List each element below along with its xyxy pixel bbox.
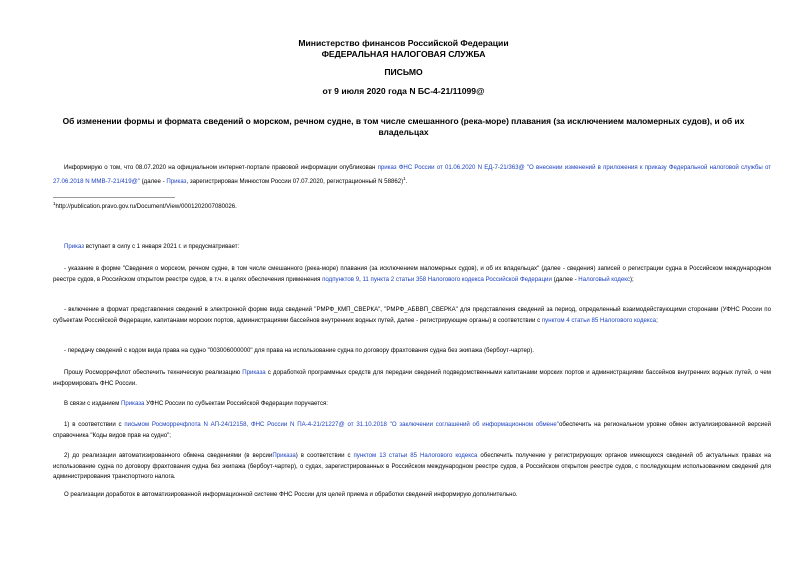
paragraph-intro	[53, 163, 771, 187]
link-tax-code-art-85-p4[interactable]: пунктом 4 статьи 85 Налогового кодекса	[541, 316, 657, 324]
text-segment: , зарегистрирован Минюстом России 07.07.2020, регистрационный N 58862)	[186, 177, 404, 185]
paragraph-closing	[53, 490, 771, 501]
text-segment: 1) в соответствии с	[64, 421, 125, 428]
footnote-text: http://publication.pravo.gov.ru/Document/View/0001202007080026.	[55, 203, 237, 211]
link-tax-code[interactable]: Налоговый кодекс	[578, 275, 631, 283]
paragraph-effective	[53, 242, 771, 253]
text-segment: ,	[359, 275, 363, 283]
text-segment: ;	[656, 316, 658, 324]
text-segment: В связи с изданием	[64, 400, 121, 407]
footnote-ref: 1	[403, 175, 406, 181]
link-tax-code-art-358[interactable]: 11 пункта 2 статьи 358 Налогового кодекса Российской Федерации	[362, 275, 552, 283]
document-title: Об изменении формы и формата сведений о морском, речном судне, в том числе смешанного (река-море) плавания (за исключением маломерных судов), и об их владельцах	[62, 116, 745, 137]
paragraph-item-code	[53, 346, 771, 357]
text-segment: );	[630, 275, 634, 283]
link-order-ed-7-21-363[interactable]: приказ ФНС России от 01.06.2020 N ЕД-7-21/363@ "О внесении изменений в приложения к приказу Федеральной налоговой службы от 27.06.2018 N ММВ-7-21/419@"	[53, 164, 771, 185]
text-segment: 2) до реализации автоматизированного обмена сведениями (в версии	[64, 452, 273, 459]
ministry-name: Министерство финансов Российской Федерации	[298, 38, 509, 48]
text-segment: - передачу сведений с кодом вида права на судно "003006000000" для права на использование судна по договору фрахтования судна без экипажа (бербоут-чартер).	[64, 347, 534, 354]
paragraph-item-format	[53, 305, 771, 326]
service-name: ФЕДЕРАЛЬНАЯ НАЛОГОВАЯ СЛУЖБА	[321, 49, 486, 59]
text-segment: О реализации доработок в автоматизированной информационной системе ФНС России для целей приема и обработки сведений информирую дополнительно.	[64, 491, 518, 498]
text-segment: - указание в форме "Сведения о морском, речном судне, в том числе смешанного (река-море) плавания (за исключением маломерных судов), и об их владельцах" (далее - сведения) записей о регистрации судна в Российском международном реестре судов, в Российском открытом реестре судов, в т.ч. в целях обеспечения применения	[53, 265, 771, 283]
text-segment: (далее -	[139, 177, 167, 185]
paragraph-item-registry	[53, 264, 771, 285]
text-segment: (далее -	[551, 275, 579, 283]
link-order[interactable]: Приказа	[272, 452, 296, 459]
link-subparagraph-9[interactable]: подпунктов 9	[322, 275, 360, 283]
paragraph-instruction-2	[53, 451, 771, 483]
link-letter-ap-24-12158[interactable]: письмом Росморречфлота N АП-24/12158, ФНС России N ПА-4-21/21227@ от 31.10.2018 "О заключении соглашений об информационном обмене"	[124, 421, 559, 428]
text-segment: с доработкой программных средств для передачи сведений подведомственными капитанами морских портов и администрациями бассейнов внутренних водных путей, о чем информировать ФНС России.	[53, 369, 771, 387]
link-order[interactable]: Приказа	[120, 400, 145, 407]
link-order[interactable]: Приказа	[242, 369, 266, 376]
link-tax-code-art-85-p13[interactable]: пунктом 13 статьи 85 Налогового кодекса	[353, 452, 478, 459]
document-date-number: от 9 июля 2020 года N БС-4-21/11099@	[322, 86, 485, 96]
text-segment: вступает в силу с 1 января 2021 г. и предусматривает:	[84, 243, 240, 250]
link-order[interactable]: Приказ	[64, 243, 85, 250]
text-segment: обеспечить получение у регистрирующих органов имеющихся сведений об актуальных правах на использование судна по договору фрахтования судна без экипажа (бербоут-чартер), о судах, зарегистрированных в Российском международном реестре судов, в Российском открытом реестре судов, с последующим использованием сведений для администрирования транспортного налога.	[53, 452, 771, 480]
link-order[interactable]: Приказ	[166, 177, 187, 185]
footnote	[53, 199, 453, 212]
footnote-divider	[53, 197, 175, 198]
paragraph-request	[53, 368, 771, 389]
text-segment: .	[405, 177, 408, 185]
footnote-mark: 1	[53, 201, 56, 206]
document-type: ПИСЬМО	[384, 67, 423, 77]
text-segment: - включение в формат представления сведений в электронной форме вида сведений "РМРФ_КМП_СВЕРКА", "РМРФ_АБВВП_СВЕРКА" для представления сведений за период, определенный взаимодействующими сторонами (УФНС России по субъектам Российской Федерации, капитанами морских портов, администрациями бассейнов внутренних водных путей, далее - регистрирующие органы) в соответствии с	[53, 306, 771, 324]
text-segment: Прошу Росморречфлот обеспечить техническую реализацию	[64, 369, 243, 376]
paragraph-instruction-1	[53, 420, 771, 441]
paragraph-instructions	[53, 399, 771, 410]
text-segment: УФНС России по субъектам Российской Федерации поручается:	[144, 400, 329, 407]
text-segment: ) в соответствии с	[295, 452, 354, 459]
text-segment: Информирую о том, что 08.07.2020 на официальном интернет-портале правовой информации опубликован	[64, 164, 378, 171]
text-segment: обеспечить на региональном уровне обмен актуализированной версией справочника "Коды видов прав на судно";	[53, 421, 771, 439]
